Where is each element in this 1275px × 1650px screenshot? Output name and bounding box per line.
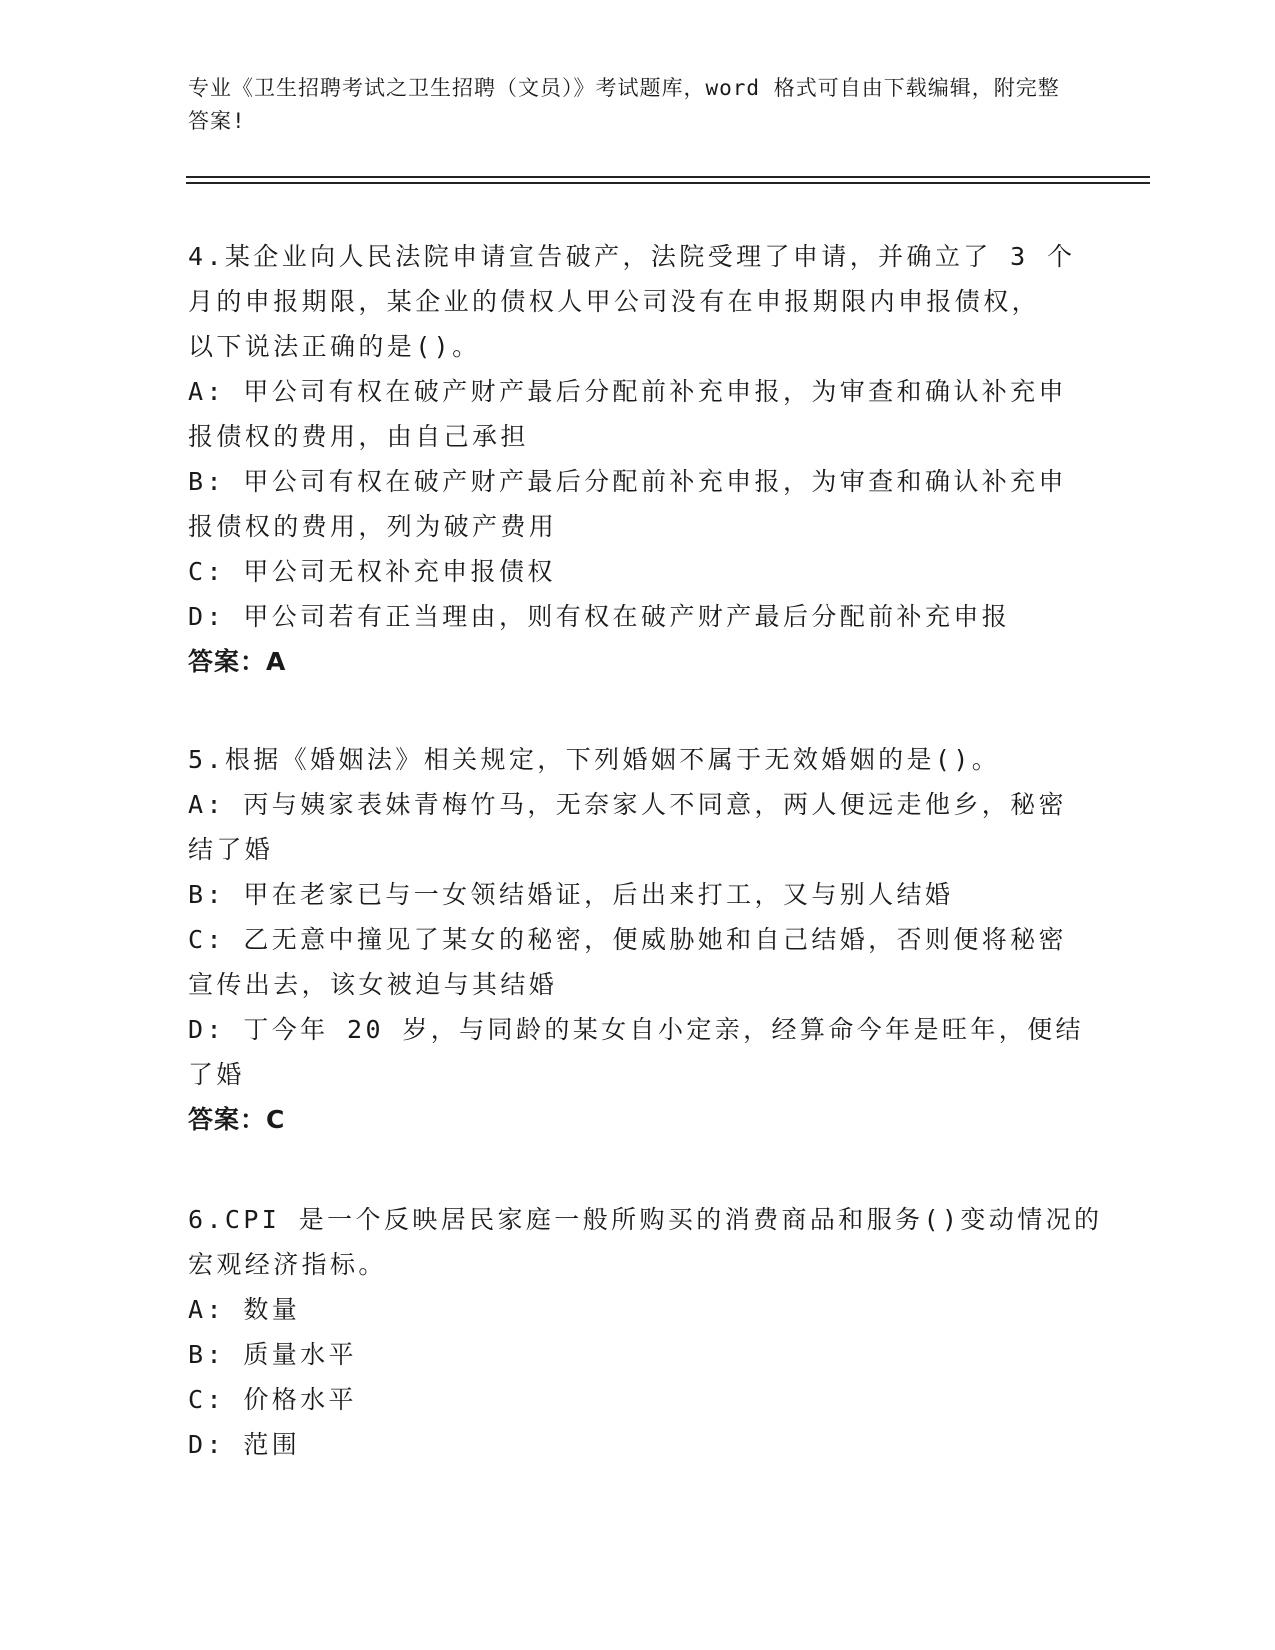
question-stem-line: 宏观经济指标。 — [188, 1250, 387, 1279]
document-intro — [188, 72, 1068, 138]
option-b: B: 甲在老家已与一女领结婚证，后出来打工，又与别人结婚 — [188, 880, 954, 909]
option-b: B: 甲公司有权在破产财产最后分配前补充申报，为审查和确认补充申 — [188, 467, 1067, 496]
question-stem-line: 6.CPI 是一个反映居民家庭一般所购买的消费商品和服务()变动情况的 — [188, 1205, 1103, 1234]
option-c-continued: 宣传出去，该女被迫与其结婚 — [188, 970, 558, 999]
header-divider-top — [186, 176, 1150, 178]
question-4 — [188, 234, 1088, 684]
intro-text: 专业《卫生招聘考试之卫生招聘（文员）》考试题库，word 格式可自由下载编辑，附完整答案! — [188, 76, 1060, 133]
question-stem-line: 以下说法正确的是()。 — [188, 332, 481, 361]
option-d: D: 范围 — [188, 1430, 301, 1459]
question-6 — [188, 1197, 1103, 1467]
question-stem-line: 5.根据《婚姻法》相关规定，下列婚姻不属于无效婚姻的是()。 — [188, 745, 1001, 774]
answer-label: 答案：C — [188, 1105, 286, 1134]
option-b-continued: 报债权的费用，列为破产费用 — [188, 512, 558, 541]
question-stem-line: 4.某企业向人民法院申请宣告破产，法院受理了申请，并确立了 3 个 — [188, 242, 1076, 271]
option-a: A: 丙与姨家表妹青梅竹马，无奈家人不同意，两人便远走他乡，秘密 — [188, 790, 1067, 819]
option-c: C: 甲公司无权补充申报债权 — [188, 557, 556, 586]
option-a: A: 甲公司有权在破产财产最后分配前补充申报，为审查和确认补充申 — [188, 377, 1067, 406]
option-b: B: 质量水平 — [188, 1340, 357, 1369]
option-d: D: 丁今年 20 岁，与同龄的某女自小定亲，经算命今年是旺年，便结 — [188, 1015, 1084, 1044]
option-a-continued: 结了婚 — [188, 835, 274, 864]
header-divider-bottom — [186, 182, 1150, 184]
option-a: A: 数量 — [188, 1295, 301, 1324]
option-d: D: 甲公司若有正当理由，则有权在破产财产最后分配前补充申报 — [188, 602, 1011, 631]
option-a-continued: 报债权的费用，由自己承担 — [188, 422, 529, 451]
question-5 — [188, 737, 1088, 1142]
option-d-continued: 了婚 — [188, 1060, 245, 1089]
option-c: C: 乙无意中撞见了某女的秘密，便威胁她和自己结婚，否则便将秘密 — [188, 925, 1067, 954]
answer-label: 答案：A — [188, 647, 287, 676]
question-stem-line: 月的申报期限，某企业的债权人甲公司没有在申报期限内申报债权， — [188, 287, 1041, 316]
option-c: C: 价格水平 — [188, 1385, 357, 1414]
